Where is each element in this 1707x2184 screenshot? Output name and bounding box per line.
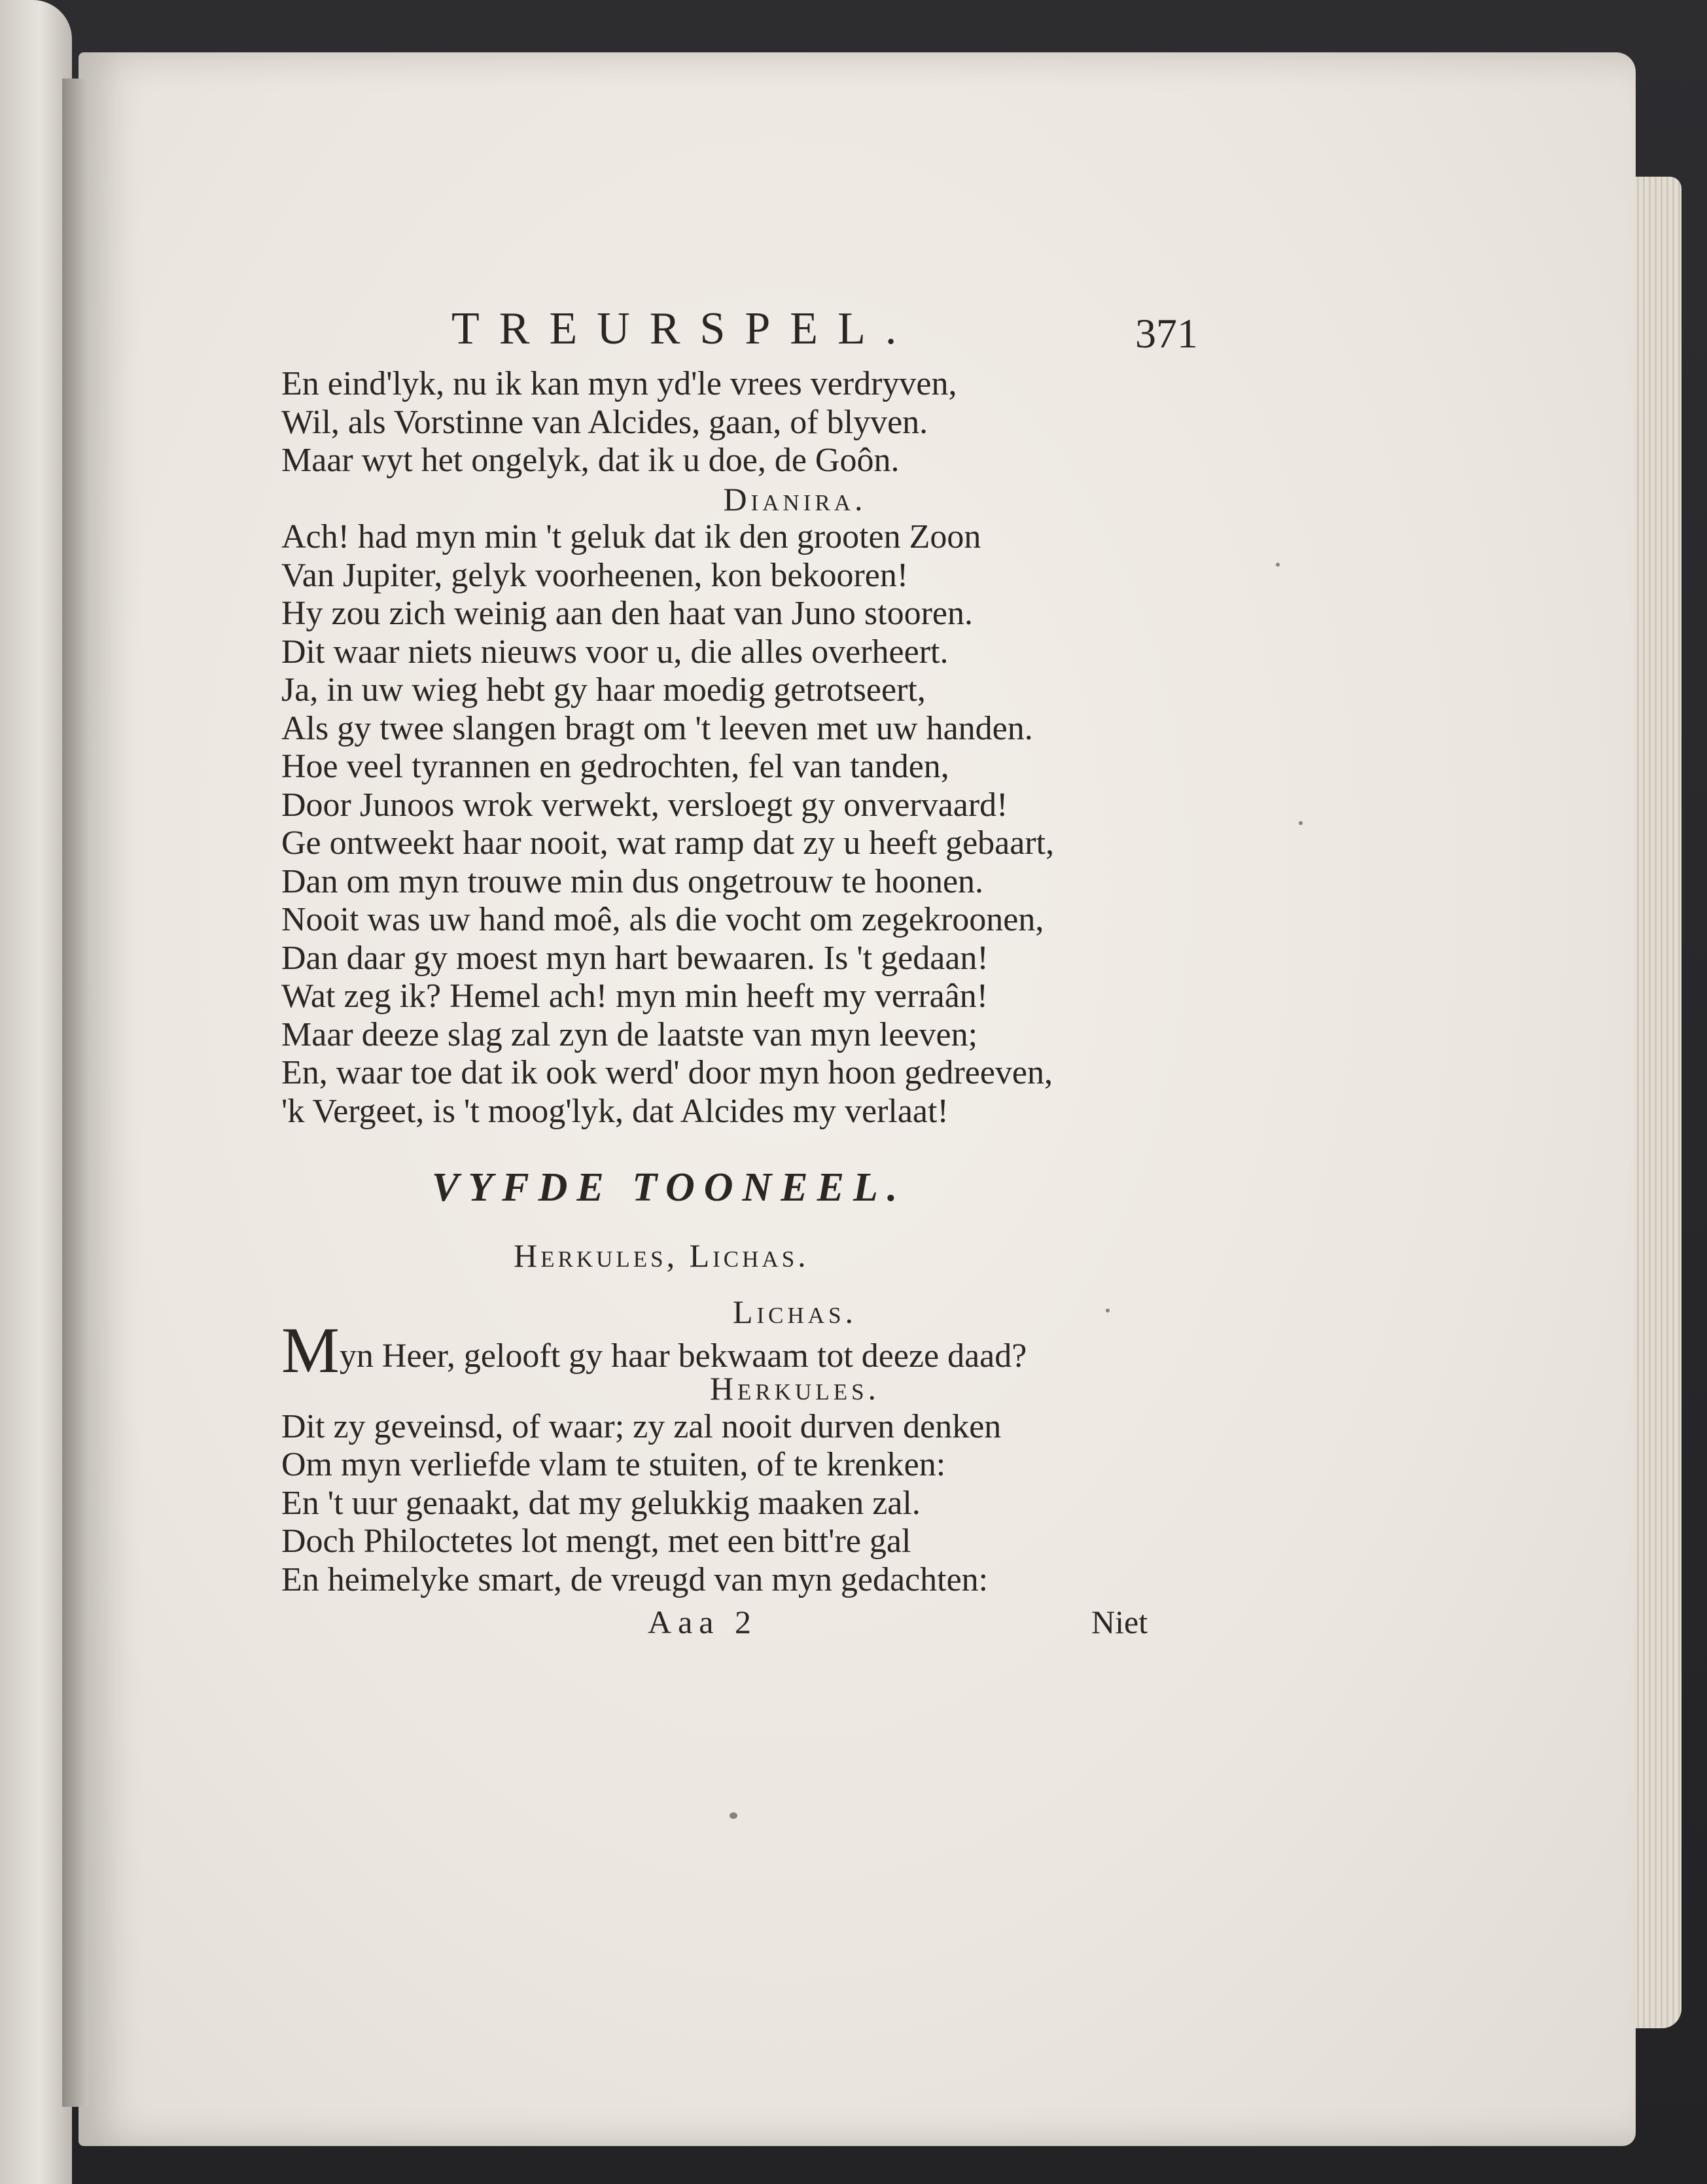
- verse-line-lichas: [281, 1313, 1178, 1386]
- verse-line: Wil, als Vorstinne van Alcides, gaan, of blyven.: [281, 403, 928, 441]
- verse-line: Als gy twee slangen bragt om 't leeven met uw handen.: [281, 709, 1033, 747]
- page-number: 371: [1135, 310, 1198, 357]
- verse-block-bottom: [281, 1293, 1178, 1599]
- paper-speck: [1299, 821, 1303, 825]
- verse-line: Doch Philoctetes lot mengt, met een bitt're gal: [281, 1523, 911, 1560]
- verse-line: Van Jupiter, gelyk voorheenen, kon bekooren!: [281, 556, 909, 594]
- verse-line: Dit waar niets nieuws voor u, die alles overheert.: [281, 633, 949, 671]
- book-gutter: [62, 79, 88, 2107]
- verse-line: Wat zeg ik? Hemel ach! myn min heeft my verraân!: [281, 978, 989, 1015]
- verse-line: En, waar toe dat ik ook werd' door myn hoon gedreeven,: [281, 1054, 1053, 1091]
- speaker-dianira: Dianira.: [723, 480, 867, 518]
- scene-characters: Herkules, Lichas.: [514, 1237, 809, 1274]
- paper-speck: [1106, 1309, 1110, 1312]
- verse-line: Hoe veel tyrannen en gedrochten, fel van tanden,: [281, 748, 949, 785]
- left-page-edge: [0, 0, 72, 2184]
- speaker-lichas: Lichas.: [732, 1294, 858, 1330]
- scene-title: VYFDE TOONEEL.: [432, 1165, 907, 1210]
- verse-line: Door Junoos wrok verwekt, versloegt gy onvervaard!: [281, 786, 1008, 824]
- verse-line: Ach! had myn min 't geluk dat ik den grooten Zoon: [281, 518, 981, 555]
- paper-speck: [1276, 563, 1280, 567]
- verse-line: Om myn verliefde vlam te stuiten, of te krenken:: [281, 1446, 946, 1483]
- verse-line: En 't uur genaakt, dat my gelukkig maaken zal.: [281, 1484, 921, 1522]
- verse-line: Maar wyt het ongelyk, dat ik u doe, de Goôn.: [281, 442, 900, 479]
- verse-line: Dan om myn trouwe min dus ongetrouw te hoonen.: [281, 862, 984, 900]
- verse-line: Dit zy geveinsd, of waar; zy zal nooit durven denken: [281, 1407, 1002, 1445]
- verse-line: Nooit was uw hand moê, als die vocht om zegekroonen,: [281, 901, 1044, 938]
- verse-line: Ja, in uw wieg hebt gy haar moedig getrotseert,: [281, 671, 926, 709]
- verse-line: Maar deeze slag zal zyn de laatste van myn leeven;: [281, 1015, 978, 1053]
- verse-block-top: [281, 365, 1178, 1131]
- speaker-herkules: Herkules.: [709, 1370, 881, 1407]
- verse-line: Dan daar gy moest myn hart bewaaren. Is 't gedaan!: [281, 939, 989, 977]
- verse-line: Hy zou zich weinig aan den haat van Juno stooren.: [281, 595, 974, 632]
- paper-speck: [730, 1812, 737, 1819]
- signature-mark: Aaa 2: [648, 1604, 758, 1640]
- verse-line: 'k Vergeet, is 't moog'lyk, dat Alcides my verlaat!: [281, 1092, 949, 1130]
- verse-line: En eind'lyk, nu ik kan myn yd'le vrees verdryven,: [281, 365, 957, 402]
- catchword: Niet: [1091, 1604, 1148, 1640]
- verse-line: En heimelyke smart, de vreugd van myn gedachten:: [281, 1560, 989, 1598]
- verse-line-text: yn Heer, gelooft gy haar bekwaam tot deeze daad?: [339, 1337, 1027, 1375]
- running-title: TREURSPEL.: [451, 304, 917, 354]
- verse-line: Ge ontweekt haar nooit, wat ramp dat zy u heeft gebaart,: [281, 824, 1055, 862]
- drop-capital: M: [281, 1313, 340, 1386]
